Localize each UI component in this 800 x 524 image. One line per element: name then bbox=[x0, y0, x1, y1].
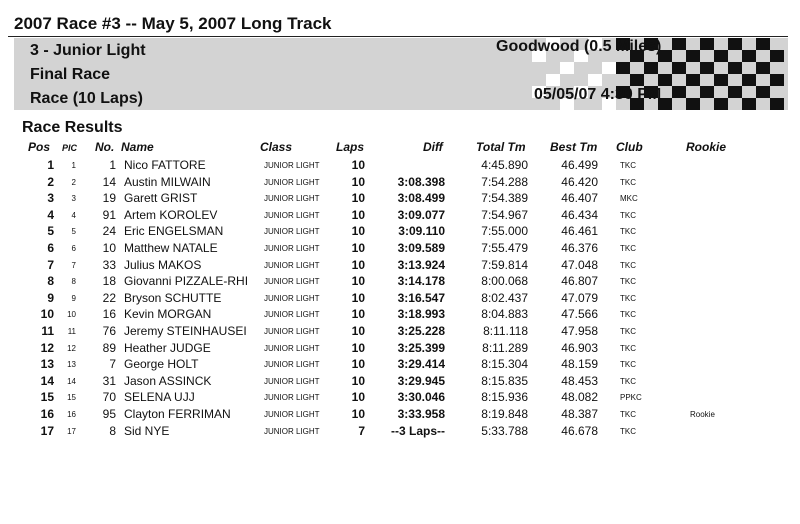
cell-total: 7:59.814 bbox=[481, 257, 528, 272]
col-class: Class bbox=[260, 140, 293, 154]
cell-no: 91 bbox=[102, 207, 116, 222]
cell-class: JUNIOR LIGHT bbox=[264, 393, 320, 403]
cell-club: TKC bbox=[620, 327, 636, 336]
cell-pic: 8 bbox=[71, 277, 76, 287]
cell-best: 48.387 bbox=[561, 407, 598, 421]
cell-club: TKC bbox=[620, 260, 636, 270]
cell-total: 8:19.848 bbox=[481, 407, 528, 421]
cell-pos: 9 bbox=[47, 290, 54, 305]
cell-name: Nico FATTORE bbox=[124, 158, 206, 172]
cell-best: 46.499 bbox=[561, 158, 598, 172]
cell-total: 8:11.118 bbox=[483, 324, 528, 338]
cell-total: 7:55.000 bbox=[481, 224, 528, 239]
cell-laps: 10 bbox=[351, 324, 365, 338]
cell-club: PPKC bbox=[620, 393, 642, 403]
cell-pos: 2 bbox=[47, 174, 54, 189]
cell-name: Garett GRIST bbox=[124, 191, 198, 206]
cell-name: Sid NYE bbox=[124, 423, 170, 438]
cell-pos: 7 bbox=[47, 257, 54, 272]
cell-class: JUNIOR LIGHT bbox=[264, 210, 320, 220]
cell-name: Austin MILWAIN bbox=[124, 174, 211, 189]
cell-laps: 10 bbox=[351, 174, 365, 189]
cell-total: 8:15.936 bbox=[481, 390, 528, 405]
cell-pos: 6 bbox=[47, 241, 54, 255]
cell-total: 5:33.788 bbox=[481, 423, 528, 438]
cell-diff: --3 Laps-- bbox=[391, 423, 445, 438]
cell-pic: 14 bbox=[67, 376, 76, 386]
cell-pic: 17 bbox=[67, 426, 76, 436]
cell-class: JUNIOR LIGHT bbox=[264, 177, 320, 187]
cell-name: Julius MAKOS bbox=[124, 257, 202, 272]
cell-total: 8:04.883 bbox=[481, 307, 528, 322]
cell-no: 95 bbox=[102, 407, 116, 421]
cell-club: TKC bbox=[620, 244, 636, 253]
table-row bbox=[0, 175, 800, 192]
cell-name: Heather JUDGE bbox=[124, 340, 211, 355]
cell-no: 89 bbox=[102, 340, 116, 355]
cell-name: Matthew NATALE bbox=[124, 241, 218, 255]
cell-laps: 10 bbox=[351, 340, 365, 355]
cell-no: 18 bbox=[102, 274, 116, 289]
cell-laps: 10 bbox=[351, 257, 365, 272]
cell-total: 4:45.890 bbox=[481, 158, 528, 172]
section-title: Race Results bbox=[22, 119, 123, 136]
track-name: Goodwood (0.5 Miles) bbox=[496, 38, 662, 55]
cell-diff: 3:16.547 bbox=[397, 290, 445, 305]
cell-best: 47.079 bbox=[561, 290, 598, 305]
table-row bbox=[0, 208, 800, 225]
cell-class: JUNIOR LIGHT bbox=[264, 260, 320, 270]
cell-name: Artem KOROLEV bbox=[124, 207, 218, 222]
cell-total: 7:55.479 bbox=[481, 241, 528, 255]
cell-class: JUNIOR LIGHT bbox=[264, 244, 320, 253]
cell-club: TKC bbox=[620, 376, 636, 386]
col-total: Total Tm bbox=[476, 140, 526, 154]
cell-club: TKC bbox=[620, 310, 636, 320]
cell-diff: 3:14.178 bbox=[397, 274, 445, 289]
cell-class: JUNIOR LIGHT bbox=[264, 426, 320, 436]
cell-laps: 10 bbox=[351, 207, 365, 222]
cell-diff: 3:29.945 bbox=[397, 373, 445, 388]
race-type: Final Race bbox=[30, 66, 111, 83]
table-row bbox=[0, 357, 800, 374]
cell-diff: 3:13.924 bbox=[397, 257, 445, 272]
table-row bbox=[0, 291, 800, 308]
cell-best: 46.461 bbox=[561, 224, 598, 239]
cell-club: TKC bbox=[620, 227, 636, 237]
cell-pos: 11 bbox=[41, 324, 54, 338]
cell-diff: 3:09.110 bbox=[398, 224, 445, 239]
cell-class: JUNIOR LIGHT bbox=[264, 227, 320, 237]
table-row bbox=[0, 258, 800, 275]
cell-laps: 10 bbox=[351, 274, 365, 289]
cell-total: 7:54.967 bbox=[481, 207, 528, 222]
cell-club: TKC bbox=[620, 410, 636, 419]
cell-pic: 7 bbox=[71, 260, 76, 270]
cell-pic: 3 bbox=[71, 194, 76, 204]
cell-best: 46.807 bbox=[561, 274, 598, 289]
cell-best: 46.407 bbox=[561, 191, 598, 206]
table-row bbox=[0, 274, 800, 291]
cell-name: Jason ASSINCK bbox=[124, 373, 212, 388]
cell-total: 8:15.835 bbox=[481, 373, 528, 388]
cell-diff: 3:08.398 bbox=[397, 174, 445, 189]
cell-pic: 2 bbox=[71, 177, 76, 187]
cell-total: 8:00.068 bbox=[481, 274, 528, 289]
cell-diff: 3:33.958 bbox=[397, 407, 445, 421]
cell-diff: 3:09.589 bbox=[397, 241, 445, 255]
cell-laps: 10 bbox=[351, 373, 365, 388]
table-row bbox=[0, 158, 800, 175]
cell-pic: 5 bbox=[71, 227, 76, 237]
col-laps: Laps bbox=[336, 140, 365, 154]
col-no: No. bbox=[95, 140, 115, 154]
cell-best: 47.958 bbox=[561, 324, 598, 338]
cell-laps: 10 bbox=[351, 241, 365, 255]
cell-no: 22 bbox=[102, 290, 116, 305]
cell-no: 24 bbox=[102, 224, 116, 239]
cell-laps: 10 bbox=[351, 191, 365, 206]
table-row bbox=[0, 407, 800, 424]
cell-best: 48.159 bbox=[561, 357, 598, 372]
cell-pic: 1 bbox=[71, 161, 76, 170]
cell-laps: 10 bbox=[351, 307, 365, 322]
cell-no: 70 bbox=[102, 390, 116, 405]
cell-club: TKC bbox=[620, 210, 636, 220]
cell-name: George HOLT bbox=[124, 357, 199, 372]
cell-club: TKC bbox=[620, 277, 636, 287]
col-name: Name bbox=[121, 140, 154, 154]
cell-best: 47.048 bbox=[561, 257, 598, 272]
cell-class: JUNIOR LIGHT bbox=[264, 360, 320, 370]
table-row bbox=[0, 424, 800, 441]
cell-rookie: Rookie bbox=[690, 410, 715, 419]
cell-pos: 12 bbox=[40, 340, 54, 355]
cell-laps: 10 bbox=[351, 390, 365, 405]
cell-pos: 1 bbox=[47, 158, 54, 172]
cell-best: 46.420 bbox=[561, 174, 598, 189]
cell-laps: 10 bbox=[351, 224, 365, 239]
cell-class: JUNIOR LIGHT bbox=[264, 376, 320, 386]
cell-best: 48.453 bbox=[561, 373, 598, 388]
col-club: Club bbox=[616, 140, 643, 154]
cell-club: TKC bbox=[620, 343, 636, 353]
cell-pos: 16 bbox=[40, 407, 54, 421]
cell-diff: 3:25.228 bbox=[397, 324, 445, 338]
cell-name: Bryson SCHUTTE bbox=[124, 290, 222, 305]
cell-diff: 3:25.399 bbox=[397, 340, 445, 355]
cell-pic: 15 bbox=[67, 393, 76, 403]
cell-no: 16 bbox=[102, 307, 116, 322]
cell-best: 46.376 bbox=[561, 241, 598, 255]
cell-pos: 8 bbox=[47, 274, 54, 289]
cell-club: TKC bbox=[620, 360, 636, 370]
cell-pos: 13 bbox=[40, 357, 54, 372]
cell-pic: 4 bbox=[71, 210, 76, 220]
cell-pic: 13 bbox=[67, 360, 76, 370]
race-banner bbox=[14, 38, 788, 110]
cell-best: 47.566 bbox=[561, 307, 598, 322]
cell-no: 19 bbox=[102, 191, 116, 206]
col-diff: Diff bbox=[423, 140, 443, 154]
col-rookie: Rookie bbox=[686, 140, 727, 154]
cell-class: JUNIOR LIGHT bbox=[264, 194, 320, 204]
cell-laps: 10 bbox=[351, 158, 365, 172]
cell-no: 76 bbox=[102, 324, 116, 338]
title-divider bbox=[8, 36, 788, 37]
cell-class: JUNIOR LIGHT bbox=[264, 343, 320, 353]
table-row bbox=[0, 374, 800, 391]
cell-name: Kevin MORGAN bbox=[124, 307, 212, 322]
cell-pos: 5 bbox=[47, 224, 54, 239]
cell-club: TKC bbox=[620, 161, 636, 170]
table-row bbox=[0, 390, 800, 407]
cell-name: SELENA UJJ bbox=[124, 390, 195, 405]
cell-no: 10 bbox=[102, 241, 116, 255]
cell-laps: 10 bbox=[351, 290, 365, 305]
race-laps: Race (10 Laps) bbox=[30, 90, 143, 107]
cell-laps: 7 bbox=[358, 423, 365, 438]
cell-club: TKC bbox=[620, 177, 636, 187]
cell-no: 33 bbox=[102, 257, 116, 272]
cell-laps: 10 bbox=[351, 357, 365, 372]
cell-class: JUNIOR LIGHT bbox=[264, 327, 320, 336]
cell-no: 8 bbox=[109, 423, 116, 438]
cell-pic: 9 bbox=[71, 293, 76, 303]
table-row bbox=[0, 307, 800, 324]
cell-total: 8:11.289 bbox=[482, 340, 528, 355]
table-row bbox=[0, 341, 800, 358]
col-pos: Pos bbox=[28, 140, 51, 154]
cell-club: TKC bbox=[620, 426, 636, 436]
cell-diff: 3:08.499 bbox=[397, 191, 445, 206]
col-best: Best Tm bbox=[550, 140, 598, 154]
table-row bbox=[0, 191, 800, 208]
cell-total: 7:54.288 bbox=[481, 174, 528, 189]
cell-diff: 3:29.414 bbox=[397, 357, 445, 372]
race-datetime: 05/05/07 4:30 PM bbox=[534, 86, 662, 103]
cell-pos: 17 bbox=[40, 423, 54, 438]
cell-no: 1 bbox=[109, 158, 116, 172]
cell-pic: 11 bbox=[67, 327, 76, 336]
race-class: 3 - Junior Light bbox=[30, 42, 146, 59]
cell-total: 8:02.437 bbox=[481, 290, 528, 305]
cell-club: MKC bbox=[620, 194, 638, 204]
cell-diff: 3:18.993 bbox=[397, 307, 445, 322]
table-row bbox=[0, 224, 800, 241]
cell-pos: 15 bbox=[40, 390, 54, 405]
cell-no: 14 bbox=[102, 174, 116, 189]
cell-pic: 16 bbox=[67, 410, 76, 419]
cell-pos: 4 bbox=[47, 207, 54, 222]
cell-name: Eric ENGELSMAN bbox=[124, 224, 224, 239]
cell-diff: 3:30.046 bbox=[397, 390, 445, 405]
cell-class: JUNIOR LIGHT bbox=[264, 410, 320, 419]
cell-pos: 3 bbox=[47, 191, 54, 206]
cell-pic: 6 bbox=[71, 244, 76, 253]
col-pic: PIC bbox=[62, 143, 78, 153]
cell-class: JUNIOR LIGHT bbox=[264, 293, 320, 303]
cell-laps: 10 bbox=[351, 407, 365, 421]
cell-name: Jeremy STEINHAUSEI bbox=[124, 324, 247, 338]
cell-pos: 14 bbox=[40, 373, 54, 388]
cell-pos: 10 bbox=[40, 307, 54, 322]
table-row bbox=[0, 324, 800, 341]
cell-no: 7 bbox=[109, 357, 116, 372]
table-row bbox=[0, 241, 800, 258]
cell-best: 46.903 bbox=[561, 340, 598, 355]
cell-total: 8:15.304 bbox=[481, 357, 528, 372]
cell-best: 46.678 bbox=[561, 423, 598, 438]
cell-diff: 3:09.077 bbox=[397, 207, 445, 222]
cell-best: 48.082 bbox=[561, 390, 598, 405]
cell-club: TKC bbox=[620, 293, 636, 303]
cell-class: JUNIOR LIGHT bbox=[264, 277, 320, 287]
cell-no: 31 bbox=[102, 373, 116, 388]
cell-pic: 12 bbox=[67, 343, 76, 353]
cell-total: 7:54.389 bbox=[481, 191, 528, 206]
cell-name: Giovanni PIZZALE-RHI bbox=[124, 274, 249, 289]
cell-name: Clayton FERRIMAN bbox=[124, 407, 231, 421]
cell-pic: 10 bbox=[67, 310, 76, 320]
cell-class: JUNIOR LIGHT bbox=[264, 310, 320, 320]
cell-best: 46.434 bbox=[561, 207, 598, 222]
cell-class: JUNIOR LIGHT bbox=[264, 161, 320, 170]
document-title: 2007 Race #3 -- May 5, 2007 Long Track bbox=[14, 14, 332, 33]
